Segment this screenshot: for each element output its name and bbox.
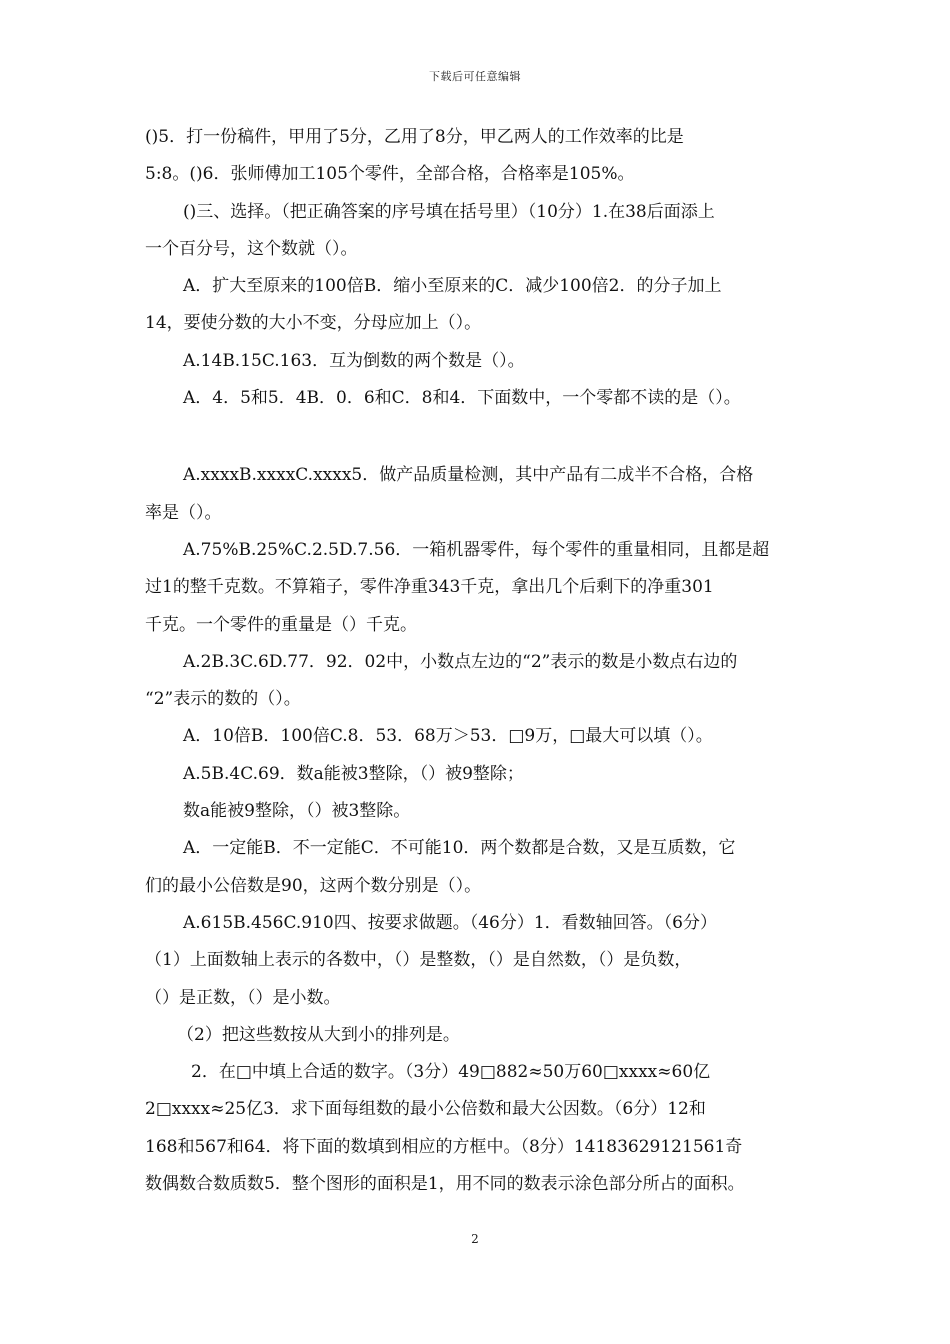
text-line-7: A.14B.15C.163．互为倒数的两个数是（）。 [183, 350, 525, 371]
text-line-22: （1）上面数轴上表示的各数中，（）是整数，（）是自然数，（）是负数， [145, 950, 692, 971]
text-line-20: 们的最小公倍数是90，这两个数分别是（）。 [145, 875, 482, 896]
text-line-23: （）是正数，（）是小数。 [145, 987, 341, 1008]
text-line-10: 率是（）。 [145, 502, 222, 523]
text-line-24: （2）把这些数按从大到小的排列是。 [177, 1024, 460, 1045]
document-body [145, 119, 810, 1203]
text-line-18: 数a能被9整除，（）被3整除。 [183, 801, 411, 822]
text-line-17: A.5B.4C.69．数a能被3整除，（）被9整除； [183, 763, 524, 784]
paragraph-gap [145, 417, 810, 457]
text-line-19: A．一定能B．不一定能C．不可能10．两个数都是合数，又是互质数，它 [183, 838, 736, 859]
page-header: 下载后可任意编辑 [429, 70, 521, 83]
text-line-12: 过1的整千克数。不算箱子，零件净重343千克，拿出几个后剩下的净重301 [145, 577, 714, 598]
text-line-9: A.xxxxB.xxxxC.xxxx5．做产品质量检测，其中产品有二成半不合格，合格 [183, 465, 754, 486]
text-line-16: A．10倍B．100倍C.8．53．68万＞53．□9万，□最大可以填（）。 [183, 726, 713, 747]
text-line-6: 14，要使分数的大小不变，分母应加上（）。 [145, 313, 482, 334]
text-line-1: ()5．打一份稿件，甲用了5分，乙用了8分，甲乙两人的工作效率的比是 [145, 127, 684, 147]
page-number: 2 [471, 1232, 479, 1246]
text-line-28: 数偶数合数质数5．整个图形的面积是1，用不同的数表示涂色部分所占的面积。 [145, 1174, 745, 1195]
text-line-26: 2□xxxx≈25亿3．求下面每组数的最小公倍数和最大公因数。（6分）12和 [145, 1099, 706, 1120]
text-line-27: 168和567和64．将下面的数填到相应的方框中。（8分）14183629121561奇 [145, 1136, 743, 1157]
text-line-13: 千克。一个零件的重量是（）千克。 [145, 614, 417, 635]
text-line-5: A．扩大至原来的100倍B．缩小至原来的C．减少100倍2．的分子加上 [183, 276, 722, 297]
text-line-25: 2．在□中填上合适的数字。（3分）49□882≈50万60□xxxx≈60亿 [191, 1062, 711, 1083]
text-line-4: 一个百分号，这个数就（）。 [145, 238, 358, 259]
text-line-3: ()三、选择。（把正确答案的序号填在括号里）（10分）1.在38后面添上 [183, 201, 715, 222]
text-line-14: A.2B.3C.6D.77．92．02中，小数点左边的“2”表示的数是小数点右边的 [183, 651, 738, 672]
text-line-8: A．4．5和5．4B．0．6和C．8和4．下面数中，一个零都不读的是（）。 [183, 388, 741, 409]
text-line-2: 5:8。()6．张师傅加工105个零件，全部合格，合格率是105%。 [145, 164, 635, 185]
text-line-11: A.75%B.25%C.2.5D.7.56．一箱机器零件，每个零件的重量相同，且都是超 [183, 539, 770, 560]
text-line-15: “2”表示的数的（）。 [145, 689, 301, 710]
text-line-21: A.615B.456C.910四、按要求做题。（46分）1．看数轴回答。（6分） [183, 912, 717, 933]
